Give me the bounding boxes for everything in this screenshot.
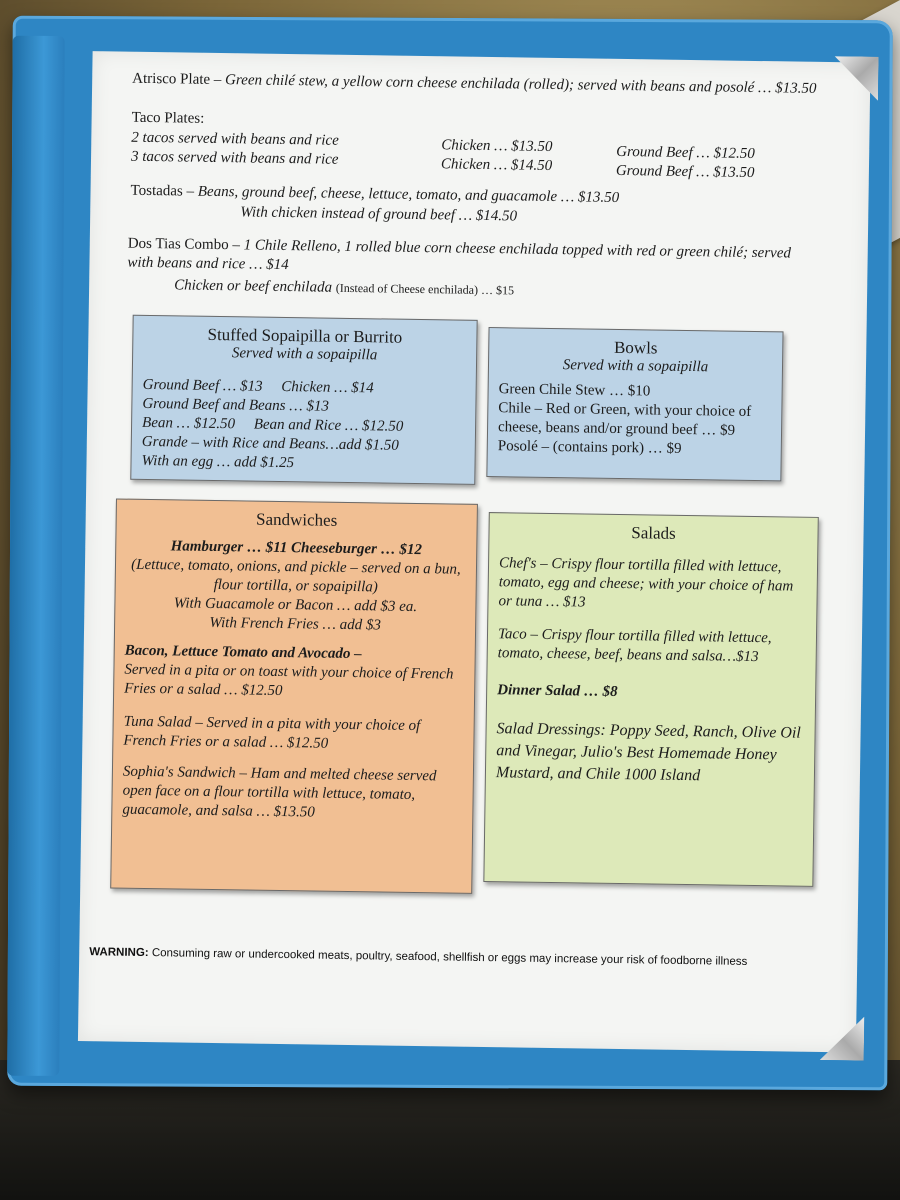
tostadas-name: Tostadas xyxy=(130,182,183,200)
atrisco-plate-item xyxy=(132,70,822,99)
sopaipilla-line-2: Ground Beef and Beans … $13 xyxy=(142,395,330,415)
corner-protector-top xyxy=(834,56,879,101)
dos-tias-description: – 1 Chile Relleno, 1 rolled blue corn cheese enchilada topped with red or green chilé; served with beans and rice … $14 xyxy=(127,237,792,274)
sandwiches-title: Sandwiches xyxy=(255,509,338,530)
taco-row1-chicken: Chicken … $13.50 xyxy=(441,137,553,155)
sandwich-blta-desc: Served in a pita or on toast with your choice of French Fries or a salad … $12.50 xyxy=(124,661,454,700)
taco-row2-chicken: Chicken … $14.50 xyxy=(440,156,553,174)
atrisco-description: – Green chilé stew, a yellow corn cheese enchilada (rolled); served with beans and posolé … $13.50 xyxy=(213,71,817,97)
bowls-line-2: Chile – Red or Green, with your choice of cheese, beans and/or ground beef … $9 xyxy=(497,400,752,439)
menu-folder xyxy=(7,16,893,1091)
salad-dinner: Dinner Salad … $8 xyxy=(497,682,618,700)
salad-dressings: Salad Dressings: Poppy Seed, Ranch, Olive Oil and Vinegar, Julio's Best Homemade Honey Mustard, and Chile 1000 Island xyxy=(495,720,801,785)
sandwich-hamburger: Hamburger … $11 Cheeseburger … $12 xyxy=(170,538,423,559)
tostadas-chicken: With chicken instead of ground beef … $14.50 xyxy=(240,204,518,225)
sandwich-hamburger-desc: (Lettuce, tomato, onions, and pickle – served on a bun, flour tortilla, or sopaipilla) xyxy=(131,556,461,596)
bowls-subtitle: Served with a sopaipilla xyxy=(562,357,709,376)
atrisco-name: Atrisco Plate xyxy=(132,70,211,88)
sandwich-sophia: Sophia's Sandwich – Ham and melted cheese served open face on a flour tortilla with lettuce, tomato, guacamole, and salsa … $13.50 xyxy=(122,763,437,821)
bowls-line-3: Posolé – (contains pork) … $9 xyxy=(497,438,682,457)
sopaipilla-title: Stuffed Sopaipilla or Burrito xyxy=(207,324,403,347)
bowls-line-1: Green Chile Stew … $10 xyxy=(498,381,651,400)
taco-row2-desc: 3 tacos served with beans and rice xyxy=(130,148,339,168)
warning-text: Consuming raw or undercooked meats, poultry, seafood, shellfish or eggs may increase your risk of foodborne illness xyxy=(151,947,748,968)
taco-row1-beef: Ground Beef … $12.50 xyxy=(616,143,755,162)
salads-box xyxy=(483,512,818,887)
dos-tias-alternative xyxy=(174,276,514,300)
tostadas-description: – Beans, ground beef, cheese, lettuce, tomato, and guacamole … $13.50 xyxy=(186,183,620,206)
sandwich-fries: With French Fries … add $3 xyxy=(209,614,382,634)
sopaipilla-subtitle: Served with a sopaipilla xyxy=(231,345,378,364)
sandwich-tuna: Tuna Salad – Served in a pita with your choice of French Fries or a salad … $12.50 xyxy=(123,713,421,752)
sopaipilla-line-3: Bean … $12.50 Bean and Rice … $12.50 xyxy=(141,414,404,435)
dos-tias-alt-note: (Instead of Cheese enchilada) … $15 xyxy=(335,280,515,298)
salads-title: Salads xyxy=(631,523,676,543)
stuffed-sopaipilla-box xyxy=(130,315,477,485)
sandwich-guac-bacon: With Guacamole or Bacon … add $3 ea. xyxy=(173,595,418,615)
dos-tias-name: Dos Tias Combo xyxy=(127,235,229,254)
taco-row1-desc: 2 tacos served with beans and rice xyxy=(131,129,339,149)
sopaipilla-line-5: With an egg … add $1.25 xyxy=(141,452,295,472)
foodborne-warning xyxy=(89,946,849,969)
bowls-title: Bowls xyxy=(613,337,658,358)
warning-label: WARNING: xyxy=(89,946,149,960)
menu-page xyxy=(78,51,871,1052)
sopaipilla-line-1: Ground Beef … $13 Chicken … $14 xyxy=(142,376,374,397)
sandwiches-box xyxy=(110,499,478,894)
dos-tias-item xyxy=(127,235,817,283)
bowls-box xyxy=(486,327,783,481)
corner-protector-bottom xyxy=(820,1016,865,1061)
salad-chef: Chef's – Crispy flour tortilla filled with lettuce, tomato, egg and cheese; with your choice of ham or tuna … $13 xyxy=(498,555,794,611)
taco-plates-title: Taco Plates: xyxy=(131,109,205,127)
taco-row2-beef: Ground Beef … $13.50 xyxy=(615,162,755,181)
sopaipilla-line-4: Grande – with Rice and Beans…add $1.50 xyxy=(141,433,399,454)
sandwich-blta: Bacon, Lettuce Tomato and Avocado – xyxy=(124,642,362,663)
salad-taco: Taco – Crispy flour tortilla filled with lettuce, tomato, cheese, beef, beans and salsa…$13 xyxy=(497,626,772,666)
dos-tias-alt-name: Chicken or beef enchilada xyxy=(174,277,333,296)
folder-spine xyxy=(7,36,64,1076)
